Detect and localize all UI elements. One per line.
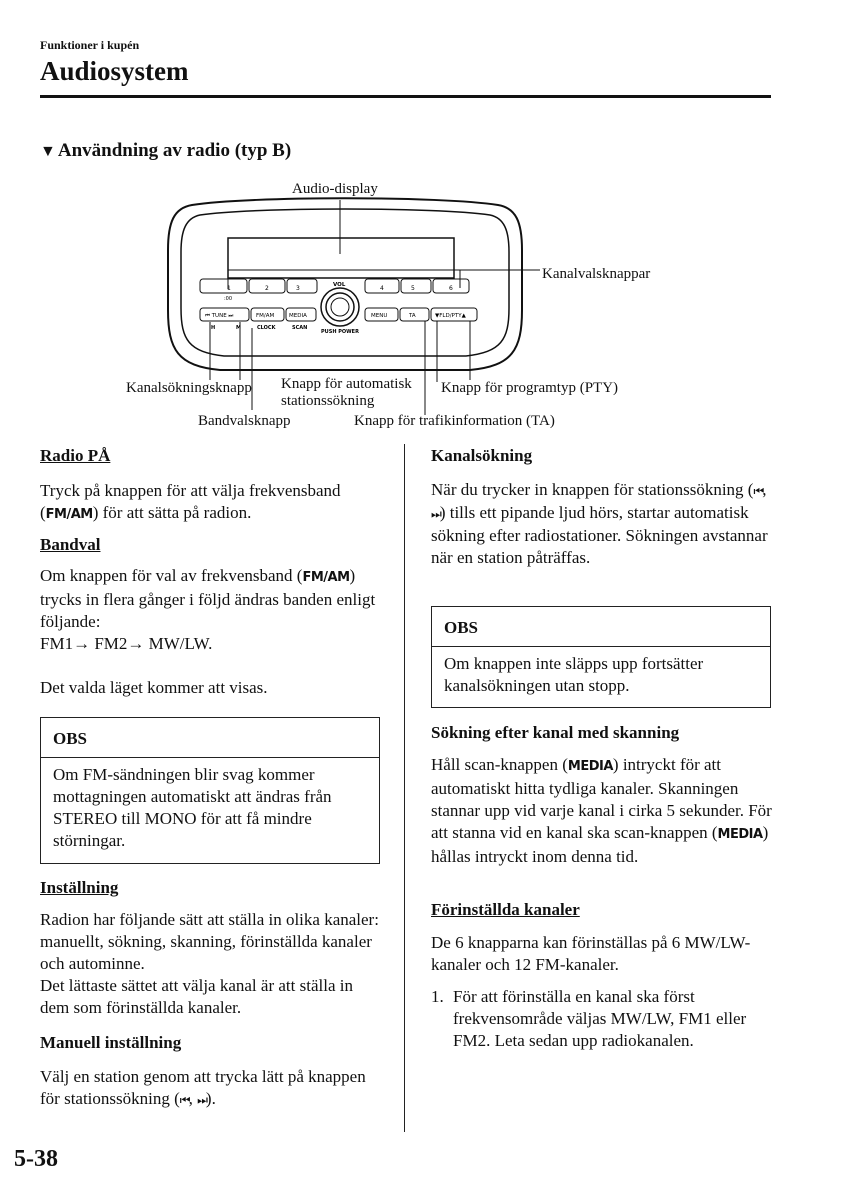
preset-3-label: 3	[296, 285, 300, 292]
manual-heading: Manuell inställning	[40, 1033, 182, 1052]
section-subheading	[40, 140, 291, 162]
preset-buttons-left[interactable]	[200, 279, 317, 302]
callout-band-button: Bandvalsknapp	[198, 413, 291, 429]
media-label: MEDIA	[289, 313, 307, 319]
obs-body: Om FM-sändningen blir svag kommer mottagningen automatiskt att ändras från STEREO till MONO för att få mindre störningar.	[53, 765, 332, 850]
seek-back-icon: ⏮	[179, 1093, 189, 1107]
radio-on-text: Tryck på knappen för att välja frekvensband (FM/AM) för att sätta på radion.	[40, 481, 341, 522]
band-display-note: Det valda läget kommer att visas.	[40, 678, 268, 697]
tune-label: ⏮ TUNE ⏭	[205, 313, 234, 319]
scan-label: SCAN	[292, 325, 308, 331]
band-sequence: FM1→ FM2→ MW/LW.	[40, 634, 213, 653]
band-section	[40, 534, 385, 699]
preset-2-label: 2	[265, 285, 269, 292]
callout-pty-button: Knapp för programtyp (PTY)	[441, 380, 619, 396]
tuning-text-2: Det lättaste sättet att välja kanal är att ställa in dem som förinställda kanaler.	[40, 976, 353, 1017]
callout-auto-tune-2: stationssökning	[281, 393, 375, 409]
radio-on-heading: Radio PÅ	[40, 446, 111, 465]
push-power-label: PUSH POWER	[321, 329, 359, 335]
preset-5-label: 5	[411, 285, 415, 292]
column-divider	[404, 444, 405, 1132]
page-title: Audiosystem	[40, 56, 189, 86]
fld-pty-label: ▼FLD/PTY▲	[435, 313, 466, 319]
step-text: För att förinställa en kanal ska först frekvensområde väljas MW/LW, FM1 eller FM2. Leta sedan upp radiokanalen.	[453, 987, 747, 1050]
preset-buttons-right[interactable]	[365, 279, 469, 293]
scan-text: Håll scan-knappen (MEDIA) intryckt för att automatiskt hitta tydliga kanaler. Skanningen stannar upp vid varje kanal i cirka 5 sekunder. För att stanna vid en kanal ska scan-knappen (MEDIA) hållas intryckt inom denna tid.	[431, 755, 772, 866]
obs-title: OBS	[432, 607, 770, 647]
obs-body: Om knappen inte släpps upp fortsätter kanalsökningen utan stopp.	[444, 654, 704, 695]
tune-h-label: H	[211, 325, 216, 331]
page-number: 5-38	[14, 1146, 58, 1172]
tuning-text-1: Radion har följande sätt att ställa in olika kanaler: manuellt, sökning, skanning, förinställda kanaler och autominne.	[40, 910, 379, 973]
presets-section	[431, 899, 776, 1052]
menu-label: MENU	[371, 313, 388, 319]
scan-section	[431, 722, 776, 868]
title-rule	[40, 95, 771, 98]
obs-title: OBS	[41, 718, 379, 758]
step-number: 1.	[431, 987, 444, 1006]
radio-on-section	[40, 445, 385, 526]
obs-box-right	[431, 606, 771, 708]
preset-sub-label: :00	[224, 296, 233, 302]
callout-audio-display: Audio-display	[292, 181, 378, 197]
seek-back-icon: ⏮	[753, 484, 763, 498]
presets-heading: Förinställda kanaler	[431, 900, 580, 919]
seek-heading: Kanalsökning	[431, 446, 533, 465]
obs-box-left	[40, 717, 380, 864]
radio-diagram	[0, 170, 845, 440]
preset-4-label: 4	[380, 285, 384, 292]
presets-text: De 6 knapparna kan förinställas på 6 MW/LW-kanaler och 12 FM-kanaler.	[431, 933, 751, 974]
tuning-heading: Inställning	[40, 878, 119, 897]
seek-forward-icon: ⏭	[197, 1093, 206, 1107]
preset-6-label: 6	[449, 285, 453, 292]
callout-auto-tune-1: Knapp för automatisk	[281, 376, 412, 392]
seek-section	[431, 445, 776, 569]
seek-text: När du trycker in knappen för stationssökning (⏮, ⏭) tills ett pipande ljud hörs, startar automatisk sökning efter radiostationer. Sökningen avstannar när en station påträffas.	[431, 480, 768, 567]
tune-m-label: M	[236, 325, 241, 331]
manual-text: Välj en station genom att trycka lätt på knappen för stationssökning (⏮, ⏭).	[40, 1067, 366, 1108]
band-heading: Bandval	[40, 535, 101, 554]
triangle-down-icon: ▼	[40, 143, 56, 160]
manual-section	[40, 1032, 385, 1111]
callout-preset-buttons: Kanalvalsknappar	[542, 266, 651, 282]
callout-ta-button: Knapp för trafikinformation (TA)	[354, 413, 555, 429]
seek-forward-icon: ⏭	[431, 507, 440, 521]
section-label: Funktioner i kupén	[40, 38, 140, 52]
preset-1-label: 1	[227, 285, 231, 292]
audio-display-screen	[228, 238, 454, 278]
scan-heading: Sökning efter kanal med skanning	[431, 723, 680, 742]
presets-step-1	[431, 986, 776, 1052]
callout-seek-button: Kanalsökningsknapp	[126, 380, 252, 396]
tuning-section	[40, 877, 385, 1019]
vol-label: VOL	[333, 282, 346, 288]
fm-am-inline-button: FM/AM	[302, 570, 350, 585]
fm-am-label: FM/AM	[256, 313, 275, 319]
media-inline-button: MEDIA	[717, 827, 763, 842]
clock-label: CLOCK	[257, 325, 276, 331]
subheading-text: Användning av radio (typ B)	[57, 140, 292, 161]
band-text: Om knappen för val av frekvensband (FM/AM) trycks in flera gånger i följd ändras banden enligt följande:	[40, 566, 376, 631]
fm-am-inline-button: FM/AM	[45, 507, 93, 522]
media-inline-button: MEDIA	[567, 759, 613, 774]
ta-label: TA	[409, 313, 416, 319]
